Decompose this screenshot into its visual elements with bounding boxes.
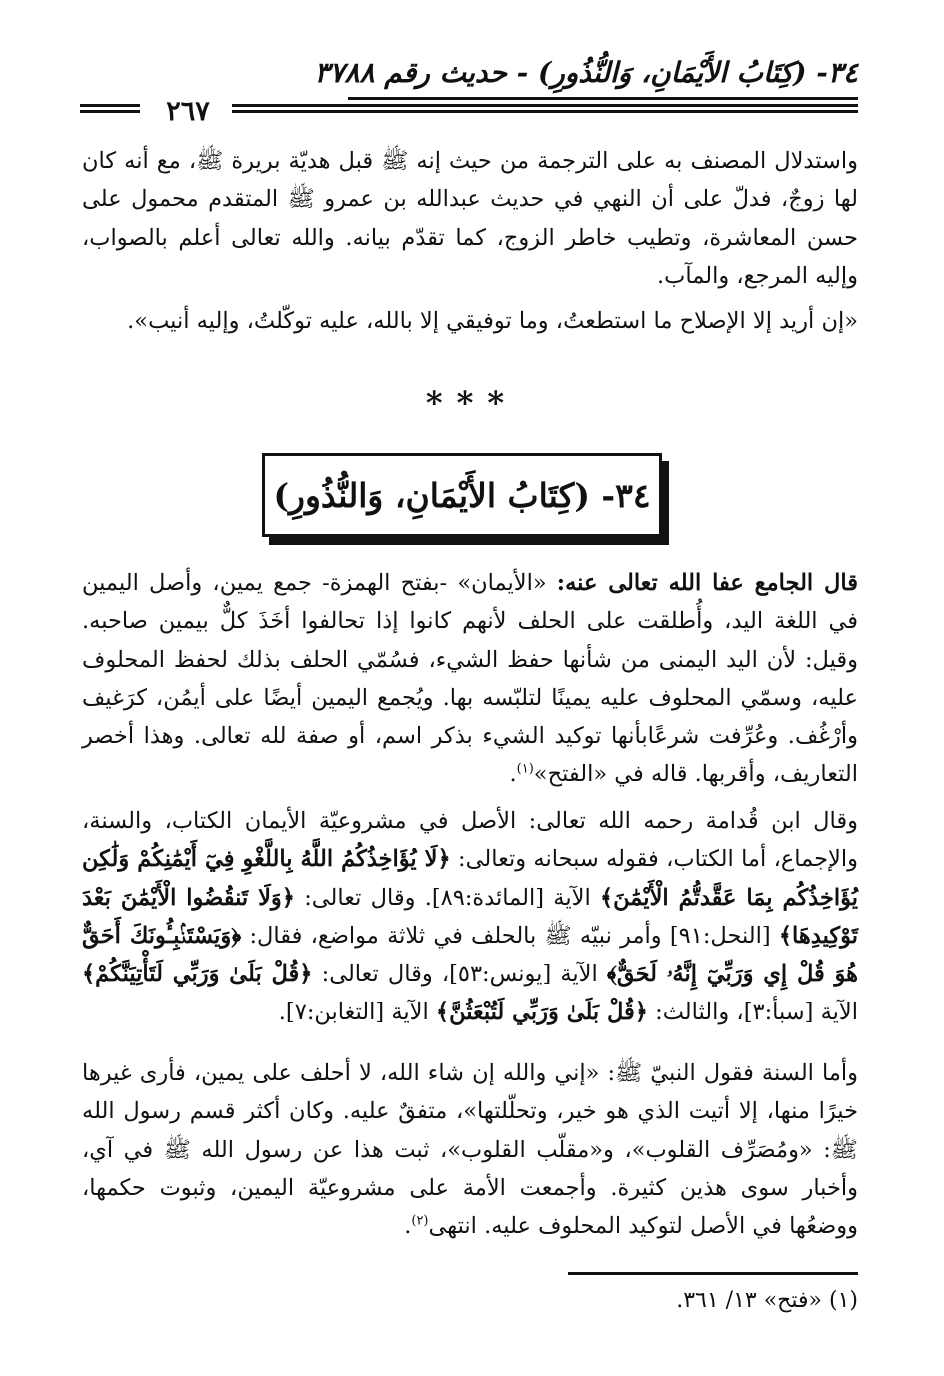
paragraph-sunnah-text: وأما السنة فقول النبيّ ﷺ: «إني والله إن شاء الله، لا أحلف على يمين، فأرى غيرها خيرًا منها، إلا أتيت الذي هو خير، وتحلّلتها»، متفقٌ عليه. وكان أكثر قسم رسول الله ﷺ: «ومُصَرِّف القلوب»، و«مقلّب القلوب»، ثبت هذا عن رسول الله ﷺ في آي، وأخبار سوى هذين كثيرة. وأجمعت الأمة على مشروعيّة اليمين، وثبوت حكمها، ووضعُها في الأصل لتوكيد المحلوف عليه. انتهى	[82, 1060, 858, 1240]
quran-verse: ﴿قُلْ بَلَىٰ وَرَبِّي لَتُبْعَثُنَّ﴾	[435, 999, 648, 1026]
quran-verse: ﴿قُلْ بَلَىٰ وَرَبِّي لَتَأْتِيَنَّكُمْ﴾	[82, 961, 313, 988]
quran-verse: ﴿وَلَا تَنقُضُوا الْأَيْمَٰنَ بَعْدَ تَوْكِيدِهَا﴾	[82, 884, 858, 949]
text-segment: الآية [سبأ:٣]، والثالث:	[647, 999, 858, 1026]
running-title: ٣٤- (كِتَابُ الأَيْمَانِ، وَالنُّذُورِ) - حديث رقم ٣٧٨٨	[314, 56, 858, 89]
header-double-rule-left	[80, 104, 140, 113]
header-double-rule-right	[232, 104, 858, 113]
footnote-ref-2[interactable]: (٢)	[411, 1213, 429, 1229]
section-divider-stars: ***	[425, 384, 519, 422]
footnote-separator	[568, 1272, 858, 1275]
text-segment: الآية [المائدة:٨٩]. وقال تعالى:	[294, 884, 600, 911]
paragraph-definition-text: «الأيمان» -بفتح الهمزة- جمع يمين، وأصل اليمين في اللغة اليد، وأُطلقت على الحلف لأنهم كانوا إذا تحالفوا أخَذَ كلٌّ بيمين صاحبه. وقيل: لأن اليد اليمنى من شأنها حفظ الشيء، فسُمّي الحلف بذلك لحفظ المحلوف عليه، وسمّي المحلوف عليه يمينًا لتلبّسه بها. ويُجمع اليمين أيضًا على أيمُن، كرَغيف وأرْغُف. وعُرِّفت شرعًابأنها توكيد الشيء بذكر اسم، أو صفة لله تعالى. وهذا أخصر التعاريف، وأقربها. قاله في «الفتح»	[82, 570, 858, 788]
paragraph-sunnah: وأما السنة فقول النبيّ ﷺ: «إني والله إن شاء الله، لا أحلف على يمين، فأرى غيرها خيرًا منها، إلا أتيت الذي هو خير، وتحلّلتها»، متفقٌ عليه. وكان أكثر قسم رسول الله ﷺ: «ومُصَرِّف القلوب»، و«مقلّب القلوب»، ثبت هذا عن رسول الله ﷺ في آي، وأخبار سوى هذين كثيرة. وأجمعت الأمة على مشروعيّة اليمين، وثبوت حكمها، ووضعُها في الأصل لتوكيد المحلوف عليه. انتهى$^{(٢)}$.	[82, 1060, 858, 1240]
page-number: ٢٦٧	[166, 96, 210, 127]
text-segment: [النحل:٩١] وأمر نبيّه ﷺ بالحلف في ثلاثة مواضع، فقال:	[241, 922, 779, 949]
chapter-title-box	[262, 453, 662, 537]
header-rule	[348, 97, 858, 100]
text-segment: الآية [يونس:٥٣]، وقال تعالى:	[312, 961, 607, 988]
paragraph-ibn-qudama	[82, 802, 858, 1032]
paragraph-closing-verse: «إن أريد إلا الإصلاح ما استطعتُ، وما توفيقي إلا بالله، عليه توكّلتُ، وإليه أنيب».	[127, 308, 858, 334]
paragraph-conclusion: واستدلال المصنف به على الترجمة من حيث إنه ﷺ قبل هديّة بريرة ﷺ، مع أنه كان لها زوجٌ، فدلّ على أن النهي في حديث عبدالله بن عمرو ﷺ المتقدم محمول على حسن المعاشرة، وتطيب خاطر الزوج، كما تقدّم بيانه. والله تعالى أعلم بالصواب، وإليه المرجع، والمآب.	[82, 148, 858, 289]
paragraph-definition: قال الجامع عفا الله تعالى عنه: «الأيمان» -بفتح الهمزة- جمع يمين، وأصل اليمين في اللغة اليد، وأُطلقت على الحلف لأنهم كانوا إذا تحالفوا أخَذَ كلٌّ بيمين صاحبه. وقيل: لأن اليد اليمنى من شأنها حفظ الشيء، فسُمّي الحلف بذلك لحفظ المحلوف عليه، وسمّي المحلوف عليه يمينًا لتلبّسه بها. ويُجمع اليمين أيضًا على أيمُن، كرَغيف وأرْغُف. وعُرِّفت شرعًابأنها توكيد الشيء بذكر اسم، أو صفة لله تعالى. وهذا أخصر التعاريف، وأقربها. قاله في «الفتح»$^{(١)}$.	[82, 570, 858, 788]
chapter-title: ٣٤- (كِتَابُ الأَيْمَانِ، وَالنُّذُورِ)	[273, 475, 651, 515]
paragraph-lead: قال الجامع عفا الله تعالى عنه:	[556, 570, 858, 596]
footnote-1: (١) «فتح» ١٣/ ٣٦١.	[676, 1288, 858, 1313]
text-segment: الآية [التغابن:٧].	[278, 999, 436, 1026]
quran-verse: ﴿لَا يُؤَاخِذُكُمُ اللَّهُ بِاللَّغْوِ فِيٓ أَيْمَٰنِكُمْ وَلَٰكِن يُؤَاخِذُكُم بِمَا عَقَّدتُّمُ الْأَيْمَٰنَ﴾	[82, 846, 859, 911]
text-segment: وقال ابن قُدامة رحمه الله تعالى: الأصل في مشروعيّة الأيمان الكتاب، والسنة، والإجماع، أما الكتاب، فقوله سبحانه وتعالى:	[82, 808, 858, 873]
footnote-ref-1[interactable]: (١)	[516, 761, 534, 777]
quran-verse: ﴿وَيَسْتَنۢبِـُٔونَكَ أَحَقٌّ هُوَ قُلْ إِي وَرَبِّيٓ إِنَّهُۥ لَحَقٌّ﴾	[82, 922, 859, 988]
